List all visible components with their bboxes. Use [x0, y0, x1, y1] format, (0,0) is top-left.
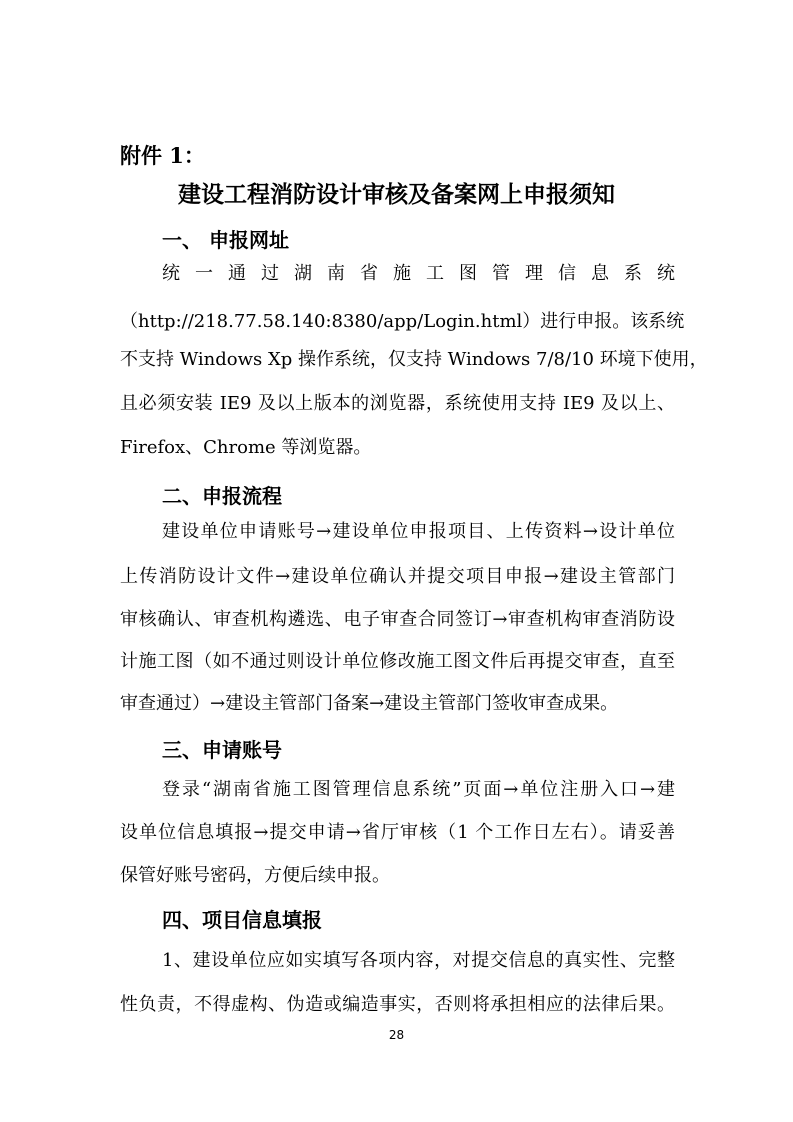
- paragraph-line: 1、建设单位应如实填写各项内容，对提交信息的真实性、完整: [162, 950, 675, 971]
- paragraph-line: 且必须安装 IE9 及以上版本的浏览器，系统使用支持 IE9 及以上、: [120, 393, 675, 414]
- attachment-label: 附件 1：: [120, 143, 205, 168]
- document-title: 建设工程消防设计审核及备案网上申报须知: [178, 181, 615, 208]
- paragraph-line: 登录“湖南省施工图管理信息系统”页面→单位注册入口→建: [162, 779, 675, 800]
- paragraph-line: 计施工图（如不通过则设计单位修改施工图文件后再提交审查，直至: [120, 651, 675, 672]
- section-heading-process: 二、申报流程: [162, 484, 282, 508]
- paragraph-line: 建设单位申请账号→建设单位申报项目、上传资料→设计单位: [162, 521, 675, 542]
- paragraph-line: 统 一 通 过 湖 南 省 施 工 图 管 理 信 息 系 统: [162, 263, 675, 284]
- paragraph-line: （http://218.77.58.140:8380/app/Login.html）进行申报。该系统: [120, 311, 685, 332]
- paragraph-line: 审核确认、审查机构遴选、电子审查合同签订→审查机构审查消防设: [120, 609, 675, 630]
- paragraph-line: 不支持 Windows Xp 操作系统，仅支持 Windows 7/8/10 环境下使用，: [120, 349, 708, 370]
- page-number: 28: [388, 1028, 405, 1042]
- section-heading-url: 一、 申报网址: [162, 228, 289, 252]
- paragraph-line: Firefox、Chrome 等浏览器。: [120, 437, 372, 458]
- paragraph-line: 审查通过）→建设主管部门备案→建设主管部门签收审查成果。: [120, 693, 619, 714]
- paragraph-line: 设单位信息填报→提交申请→省厅审核（1 个工作日左右）。请妥善: [120, 822, 675, 843]
- section-heading-account: 三、申请账号: [162, 738, 282, 762]
- section-heading-project-info: 四、项目信息填报: [162, 908, 322, 932]
- paragraph-line: 性负责，不得虚构、伪造或编造事实，否则将承担相应的法律后果。: [120, 994, 675, 1015]
- paragraph-line: 保管好账号密码，方便后续申报。: [120, 865, 390, 886]
- paragraph-line: 上传消防设计文件→建设单位确认并提交项目申报→建设主管部门: [120, 566, 675, 587]
